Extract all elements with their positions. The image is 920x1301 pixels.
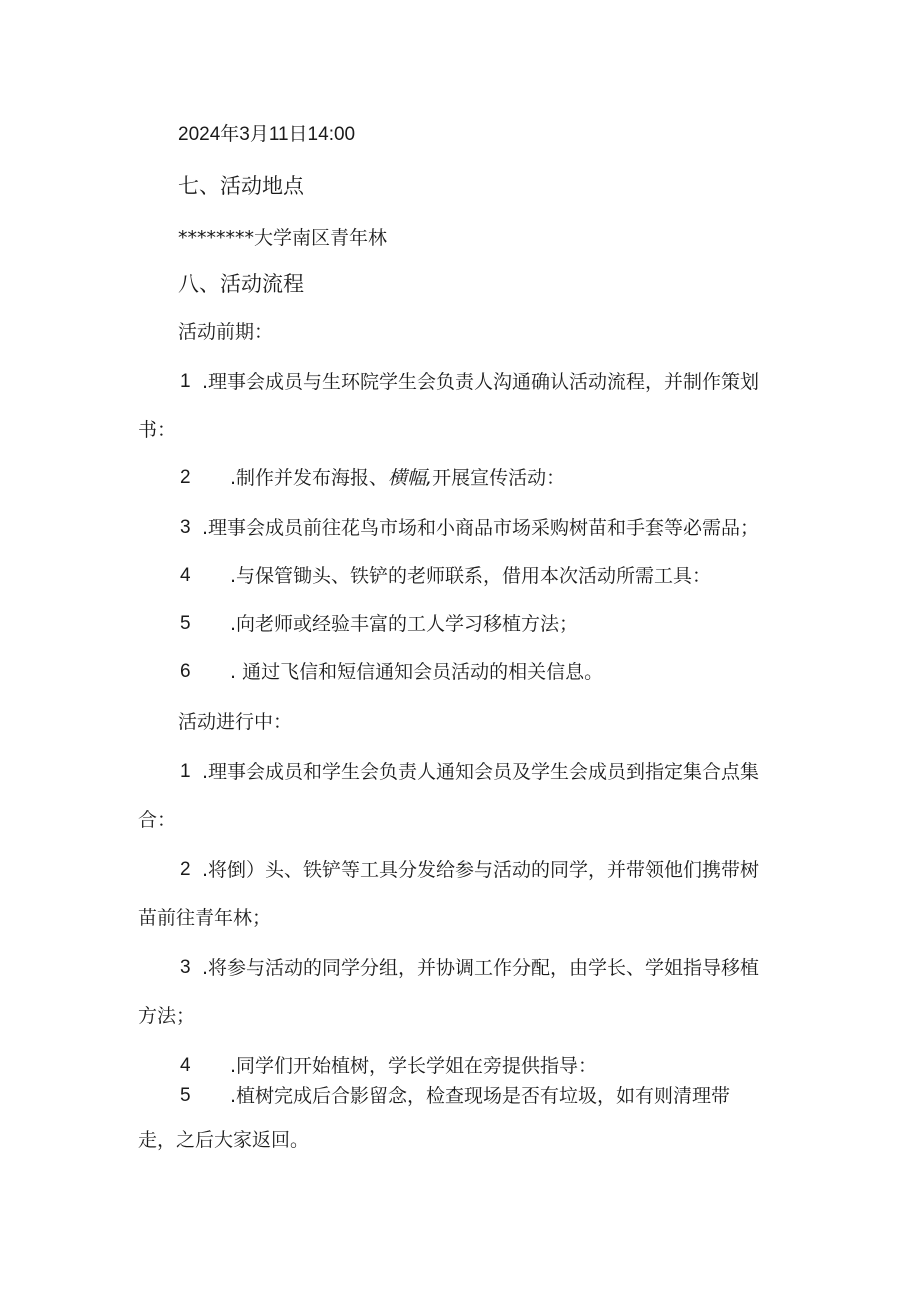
date-time: 2024年3月11日14:00: [178, 124, 356, 145]
item-number: 2: [180, 467, 191, 488]
item-number: 3: [180, 517, 191, 538]
item-text: .理事会成员和学生会负责人通知会员及学生会成员到指定集合点集: [202, 761, 760, 783]
item-number: 4: [180, 1055, 191, 1076]
during-activity-label: 活动进行中：: [178, 711, 293, 733]
item-number: 5: [180, 613, 191, 634]
pre-activity-label: 活动前期：: [178, 321, 274, 343]
item-text-continued: 方法；: [138, 1005, 196, 1027]
item-number: 2: [180, 859, 191, 880]
item-text: . 通过飞信和短信通知会员活动的相关信息。: [230, 661, 604, 683]
item-text: .理事会成员前往花鸟市场和小商品市场采购树苗和手套等必需品；: [202, 517, 760, 539]
item-text: .将倒）头、铁铲等工具分发给参与活动的同学，并带领他们携带树: [202, 859, 760, 881]
item-text: .同学们开始植树，学长学姐在旁提供指导：: [230, 1055, 598, 1077]
item-text: .与保管锄头、铁铲的老师联系，借用本次活动所需工具：: [230, 565, 712, 587]
item-text-continued: 书：: [138, 419, 177, 441]
section-7-heading: 七、活动地点: [178, 174, 304, 198]
activity-location: ********大学南区青年林: [178, 227, 388, 249]
item-text: .制作并发布海报、横幅,开展宣传活动：: [230, 467, 566, 489]
item-text: .将参与活动的同学分组，并协调工作分配，由学长、学姐指导移植: [202, 957, 760, 979]
item-number: 1: [180, 761, 191, 782]
item-text: .理事会成员与生环院学生会负责人沟通确认活动流程，并制作策划: [202, 371, 760, 393]
item-text-continued: 走，之后大家返回。: [138, 1129, 310, 1151]
item-text: .植树完成后合影留念，检查现场是否有垃圾，如有则清理带: [230, 1085, 731, 1107]
item-number: 5: [180, 1085, 191, 1106]
item-text: .向老师或经验丰富的工人学习移植方法；: [230, 613, 579, 635]
item-number: 1: [180, 371, 191, 392]
item-text-continued: 苗前往青年林；: [138, 907, 272, 929]
item-number: 3: [180, 957, 191, 978]
item-text-continued: 合：: [138, 809, 177, 831]
section-8-heading: 八、活动流程: [178, 272, 304, 296]
item-number: 4: [180, 565, 191, 586]
item-number: 6: [180, 661, 191, 682]
